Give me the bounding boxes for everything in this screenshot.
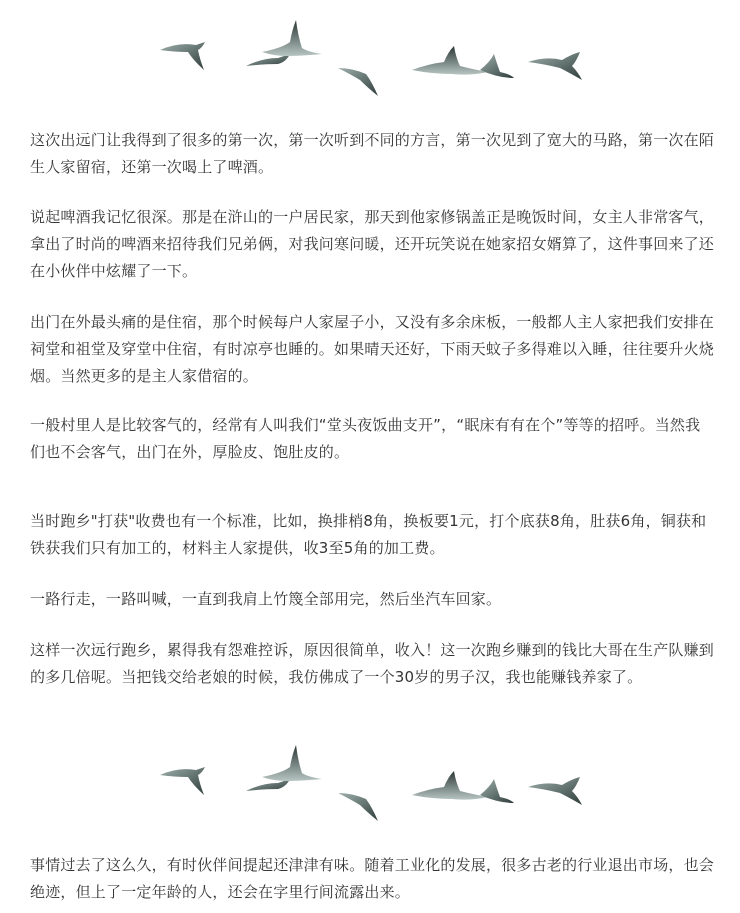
paragraph-8: 事情过去了这么久，有时伙伴间提起还津津有味。随着工业化的发展，很多古老的行业退出市场，也会绝迹，但上了一定年龄的人，还会在字里行间流露出来。 [30,856,715,901]
flying-birds-icon [0,12,740,102]
flying-birds-icon [0,737,740,827]
paragraph-5: 当时跑乡"打获"收费也有一个标准，比如，换排梢8角，换板要1元，打个底获8角，肚获6角，铜获和铁获我们只有加工的，材料主人家提供，收3至5角的加工费。 [30,512,707,557]
paragraph-3: 出门在外最头痛的是住宿，那个时候每户人家屋子小，又没有多余床板，一般都人主人家把我们安排在祠堂和祖堂及穿堂中住宿，有时凉亭也睡的。如果晴天还好，下雨天蚊子多得难以入睡，往往要升火烧烟。当然更多的是主人家借宿的。 [30,313,715,385]
bird-divider-bottom [0,737,740,827]
bird-divider-top [0,12,740,102]
paragraph-1: 这次出远门让我得到了很多的第一次，第一次听到不同的方言，第一次见到了宽大的马路，第一次在陌生人家留宿，还第一次喝上了啤酒。 [30,131,715,176]
paragraph-6: 一路行走，一路叫喊，一直到我肩上竹篾全部用完，然后坐汽车回家。 [30,590,502,608]
paragraph-7: 这样一次远行跑乡，累得我有怨难控诉，原因很简单，收入！这一次跑乡赚到的钱比大哥在生产队赚到的多几倍呢。当把钱交给老娘的时候，我仿佛成了一个30岁的男子汉，我也能赚钱养家了。 [30,641,715,686]
paragraph-4: 一般村里人是比较客气的，经常有人叫我们“堂头夜饭曲支开”，“眠床有有在个”等等的招呼。当然我们也不会客气，出门在外，厚脸皮、饱肚皮的。 [30,416,701,461]
paragraph-2: 说起啤酒我记忆很深。那是在浒山的一户居民家，那天到他家修锅盖正是晚饭时间，女主人非常客气，拿出了时尚的啤酒来招待我们兄弟俩，对我问寒问暖，还开玩笑说在她家招女婿算了，这件事回来了还在小伙伴中炫耀了一下。 [30,208,715,280]
